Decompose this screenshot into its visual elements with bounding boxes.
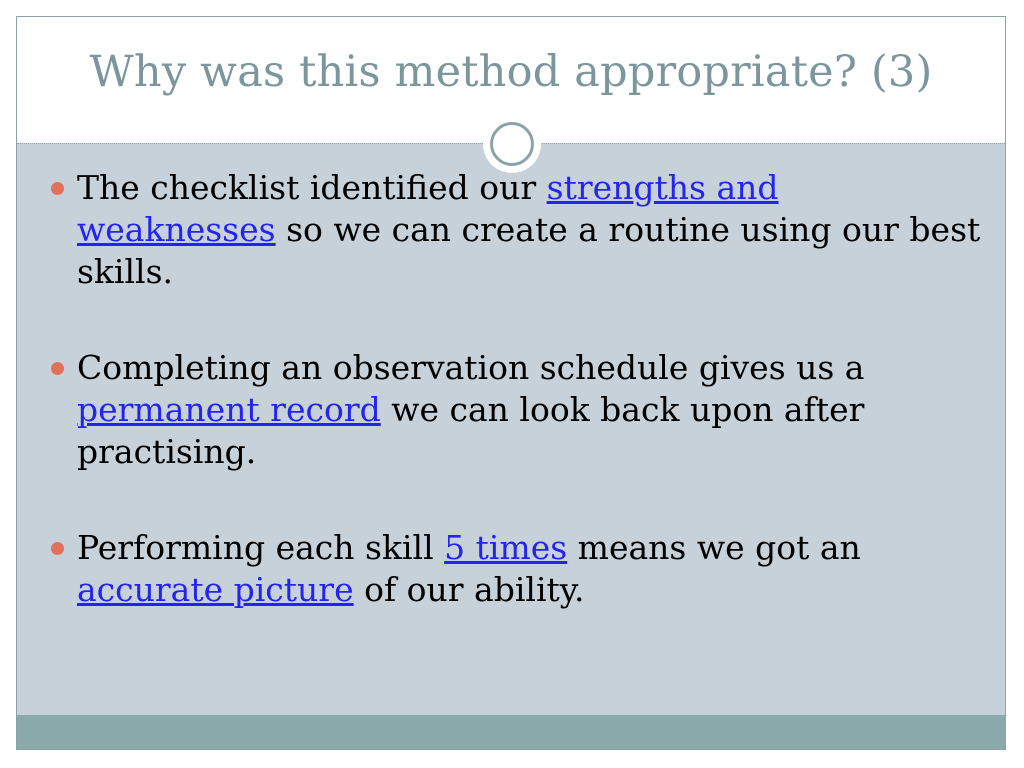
bullet-text-mid: we can look back upon after practising.	[77, 390, 865, 471]
bullet-item	[51, 347, 981, 473]
bullet-text-mid: means we got an	[567, 528, 861, 567]
link-permanent-record[interactable]: permanent record	[77, 390, 381, 429]
circle-ornament-icon	[490, 122, 534, 166]
bullet-dot-icon	[51, 182, 64, 195]
bullet-list	[51, 167, 981, 665]
bullet-item	[51, 167, 981, 293]
bullet-text-post: of our ability.	[353, 570, 585, 609]
bullet-text-pre: Performing each skill	[77, 528, 445, 567]
bullet-dot-icon	[51, 362, 64, 375]
slide	[16, 16, 1006, 750]
bullet-dot-icon	[51, 542, 64, 555]
slide-title: Why was this method appropriate? (3)	[89, 47, 933, 97]
link-strengths-and-weaknesses[interactable]: strengths and weaknesses	[77, 168, 779, 249]
link-5-times[interactable]: 5 times	[444, 528, 568, 567]
bullet-text-pre: Completing an observation schedule gives us a	[77, 348, 865, 387]
bullet-text-mid: so we can create a routine using our best skills.	[77, 210, 981, 291]
link-accurate-picture[interactable]: accurate picture	[77, 570, 354, 609]
footer-bar	[17, 715, 1005, 749]
bullet-text-pre: The checklist identified our	[77, 168, 547, 207]
bullet-item	[51, 527, 981, 611]
